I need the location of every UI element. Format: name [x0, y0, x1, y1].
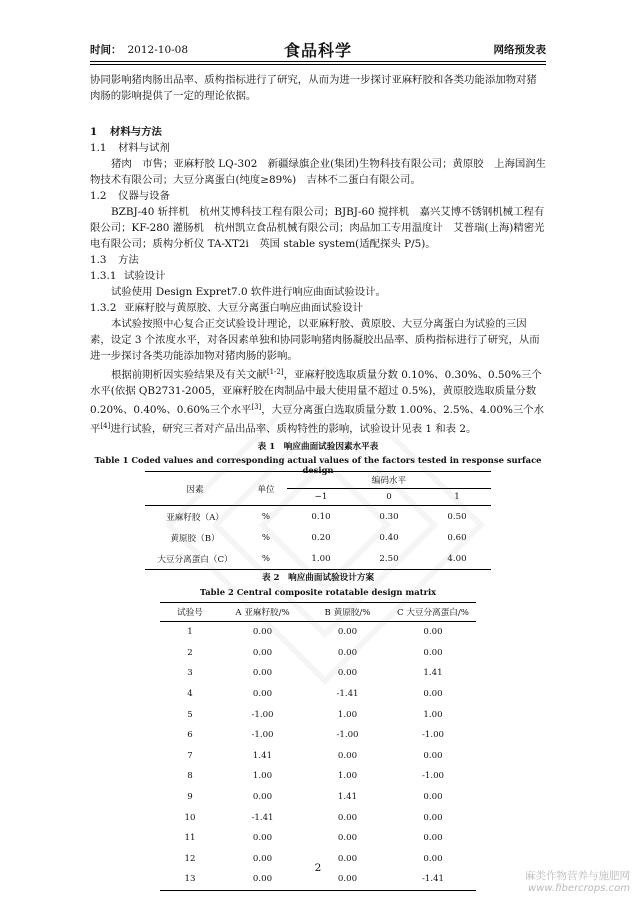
table-cell: 0.20 — [311, 532, 331, 543]
p2-part-b: ，亚麻籽胶选取质量分数 0.10%、0.30%、0.50%三个水平(依据 QB2731-2005，亚麻籽胶在肉制品中最大使用量不超过 0.5%)，黄原胶选取质量分数 0.20%、0.40%、0.60%三个水平 — [90, 369, 542, 416]
table-cell: 5 — [187, 709, 193, 720]
table-cell: 0.00 — [423, 647, 443, 658]
table-cell: 0.60 — [447, 532, 467, 543]
table-cell: 0.00 — [423, 750, 443, 761]
table-cell: 12 — [184, 853, 196, 864]
section-1-heading — [90, 124, 546, 140]
table-cell: -1.00 — [251, 709, 274, 720]
table-cell: 1 — [187, 627, 193, 638]
table-cell: -1.41 — [251, 812, 274, 823]
watermark-url: www.fibercrops.com — [528, 883, 630, 894]
section-1-3-2-number: 1.3.2 — [90, 302, 117, 314]
table-cell: -1.00 — [421, 771, 445, 782]
table-1-level-col: −1 — [314, 492, 328, 502]
table-cell: 1.00 — [337, 709, 358, 720]
table-row — [160, 766, 476, 787]
table-1-caption-en: Table 1 Coded values and corresponding actual values of the factors tested in response surface design — [94, 455, 542, 475]
section-1-3-2-heading — [90, 300, 546, 316]
table-cell: 0.00 — [423, 627, 443, 638]
table-cell: 1.00 — [337, 771, 358, 782]
table-cell: 0.00 — [423, 792, 443, 803]
table-cell: 7 — [187, 750, 193, 761]
watermark-text: 麻类作物营养与施肥网 — [525, 870, 630, 882]
header-section: 网络预发表 — [493, 44, 546, 56]
table-2-header-c: C 大豆分离蛋白/% — [390, 603, 476, 622]
table-cell: 4.00 — [447, 553, 467, 564]
table-cell: 13 — [184, 874, 196, 885]
table-cell: 1.00 — [423, 709, 443, 720]
table-cell: 黄原胶（B） — [170, 533, 220, 544]
table-cell: 0.00 — [423, 833, 443, 844]
table-cell: 0.00 — [337, 833, 358, 844]
table-row — [160, 725, 476, 746]
table-cell: 0.00 — [252, 668, 273, 679]
section-1-1-heading — [90, 140, 546, 156]
table-1-header-unit: 单位 — [257, 484, 275, 495]
table-row — [160, 787, 476, 808]
section-1-3-number: 1.3 — [90, 254, 107, 266]
table-2-caption-en: Table 2 Central composite rotatable design matrix — [199, 587, 437, 597]
table-cell: 0.30 — [355, 506, 423, 528]
table-cell: 0.00 — [423, 853, 443, 864]
table-cell: 0.00 — [252, 689, 273, 700]
table-2-header-a: A 亚麻籽胶/% — [220, 603, 305, 622]
section-1-1-title: 材料与试剂 — [118, 142, 170, 154]
page-number: 2 — [314, 862, 322, 874]
table-row — [160, 828, 476, 849]
section-1-3-1-heading — [90, 268, 546, 284]
table-cell: 大豆分离蛋白（C） — [157, 554, 233, 565]
table-cell: 0.40 — [379, 532, 399, 543]
p2-part-a: 根据前期析因实验结果及有关文献 — [111, 369, 267, 381]
table-cell: 1.00 — [311, 553, 331, 564]
table-cell: 0.00 — [252, 627, 273, 638]
table-cell: 6 — [187, 730, 193, 741]
table-cell: 0.00 — [423, 689, 443, 700]
table-cell: 10 — [184, 812, 196, 823]
table-cell: % — [261, 553, 271, 564]
section-1-number: 1 — [90, 126, 98, 138]
table-cell: -1.41 — [336, 689, 359, 700]
table-cell: % — [245, 506, 287, 528]
table-cell: 9 — [187, 792, 193, 803]
table-cell: 0.00 — [337, 750, 358, 761]
table-cell: 11 — [184, 833, 196, 844]
section-1-3-1-text: 试验使用 Design Expret7.0 软件进行响应曲面试验设计。 — [111, 286, 386, 298]
table-cell: 1.41 — [337, 792, 358, 803]
table-cell: 0.50 — [423, 506, 491, 528]
table-1-caption-cn: 表 1 响应曲面试验因素水平表 — [257, 442, 379, 452]
table-cell: 0.00 — [337, 647, 358, 658]
table-cell: 0.00 — [252, 833, 273, 844]
section-1-3-title: 方法 — [118, 254, 139, 266]
header-rule-thick — [90, 61, 546, 62]
table-row — [160, 807, 476, 828]
table-cell: 2 — [187, 647, 193, 658]
table-1-header-factor: 因素 — [186, 484, 204, 495]
header-rule-thin — [90, 64, 546, 65]
section-1-3-2-title: 亚麻籽胶与黄原胶、大豆分离蛋白响应曲面试验设计 — [124, 302, 363, 314]
table-cell: 0.00 — [423, 812, 443, 823]
table-cell: 2.50 — [379, 553, 399, 564]
header-date-value: 2012-10-08 — [127, 44, 189, 56]
table-cell: % — [261, 532, 271, 543]
citation-ref: [3] — [251, 403, 262, 411]
header-date-label: 时间： — [90, 44, 122, 56]
section-1-2-number: 1.2 — [90, 190, 107, 202]
section-1-3-1-title: 试验设计 — [124, 270, 166, 282]
table-cell: 8 — [187, 771, 193, 782]
watermark-logo-icon — [130, 330, 520, 720]
section-1-3-heading — [90, 252, 546, 268]
table-cell: -1.00 — [421, 730, 445, 741]
table-cell: -1.41 — [421, 874, 445, 885]
journal-title: 食品科学 — [283, 41, 352, 60]
table-cell: 3 — [187, 668, 193, 679]
table-cell: 0.10 — [287, 506, 355, 528]
table-cell: 1.41 — [252, 750, 273, 761]
table-2-caption-cn: 表 2 响应曲面试验设计方案 — [261, 573, 375, 583]
table-cell: -1.00 — [251, 730, 274, 741]
table-cell: 4 — [187, 689, 193, 700]
table-cell: 1.00 — [252, 771, 273, 782]
section-1-1-number: 1.1 — [90, 142, 107, 154]
table-cell: 0.00 — [252, 792, 273, 803]
table-cell: 0.00 — [337, 812, 358, 823]
table-cell: 0.00 — [337, 627, 358, 638]
table-1-level-col: 1 — [454, 492, 460, 502]
table-cell: -1.00 — [336, 730, 359, 741]
section-1-2-title: 仪器与设备 — [118, 190, 170, 202]
table-cell: 0.00 — [337, 668, 358, 679]
table-1-header-level: 编码水平 — [287, 472, 491, 489]
table-cell: 亚麻籽胶（A） — [145, 506, 245, 528]
section-1-3-1-number: 1.3.1 — [90, 270, 117, 282]
table-2-header-run: 试验号 — [160, 603, 220, 622]
citation-ref: [4] — [100, 422, 111, 430]
table-cell: 0.00 — [252, 874, 273, 885]
p2-part-d: 进行试验，研究三者对产品出品率、质构特性的影响，试验设计见表 1 和表 2。 — [110, 423, 477, 435]
p2-part-c: ，大豆分离蛋白选取质量分数 1.00%、2.5%、4.00%三个水平 — [90, 404, 545, 435]
table-cell: 0.00 — [252, 647, 273, 658]
running-header — [90, 38, 546, 60]
table-1-level-col: 0 — [386, 492, 392, 502]
section-1-2-heading — [90, 188, 546, 204]
section-1-2-text: BZBJ-40 斩拌机 杭州艾博科技工程有限公司；BJBJ-60 搅拌机 嘉兴艾博不锈钢机械工程有限公司；KF-280 灌肠机 杭州凯立食品机械有限公司；肉品加工专用温度计 艾普瑞(上海)精密光电有限公司；质构分析仪 TA-XT2i 英国 stable system(适配探头 P/5)。 — [90, 206, 545, 250]
table-2-header-b: B 黄原胶/% — [305, 603, 390, 622]
section-1-1-text: 猪肉 市售；亚麻籽胶 LQ-302 新疆绿旗企业(集团)生物科技有限公司；黄原胶 上海国润生物技术有限公司；大豆分离蛋白(纯度≥89%) 吉林不二蛋白有限公司。 — [90, 158, 547, 186]
citation-ref: [1-2] — [266, 368, 284, 376]
table-cell: 0.00 — [337, 853, 358, 864]
table-cell: 0.00 — [337, 874, 358, 885]
intro-paragraph: 协同影响猪肉肠出品率、质构指标进行了研究，从而为进一步探讨亚麻籽胶和各类功能添加物对猪肉肠的影响提供了一定的理论依据。 — [90, 74, 537, 102]
section-1-3-2-paragraph-1: 本试验按照中心复合正交试验设计理论，以亚麻籽胶、黄原胶、大豆分离蛋白为试验的三因素，设定 3 个浓度水平，对各因素单独和协同影响猪肉肠凝胶出品率、质构指标进行了研究，从而进一步探讨各类功能添加物对猪肉肠的影响。 — [90, 318, 540, 362]
section-1-title: 材料与方法 — [110, 126, 162, 138]
table-cell: 0.00 — [252, 853, 273, 864]
table-cell: 1.41 — [423, 668, 443, 679]
table-row — [160, 746, 476, 767]
